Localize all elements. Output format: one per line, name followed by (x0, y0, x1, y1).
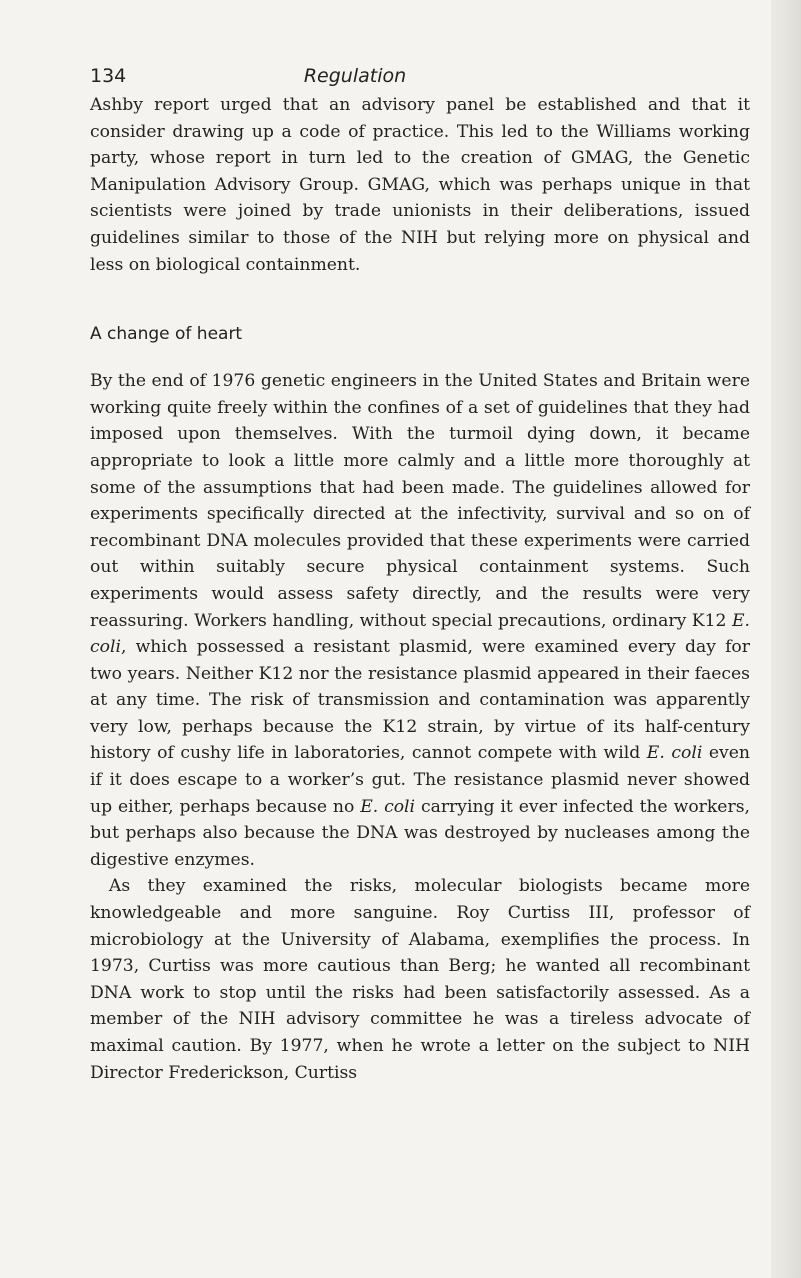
species-name-italic: E. coli (646, 743, 703, 764)
page-edge-shadow (771, 0, 801, 1278)
species-name-italic: E. coli (360, 796, 416, 817)
running-head (90, 62, 750, 90)
paragraph-curtiss: As they examined the risks, molecular biologists became more knowledgeable and more sanguine. Roy Curtiss III, professor of microbiology at the University of Alabama, exemplifies the process. In 1973, Curtiss was more cautious than Berg; he wanted all recombinant DNA work to stop until the risks had been satisfactorily assessed. As a member of the NIH advisory committee he was a tireless advocate of maximal caution. By 1977, when he wrote a letter on the subject to NIH Director Frederickson, Curtiss (90, 876, 750, 1083)
paragraph-text-segment: carrying it ever infected the workers, but perhaps also because the DNA was destroyed by nucleases among the digestive enzymes. (90, 796, 750, 870)
section-heading: A change of heart (90, 324, 243, 345)
species-name-italic: E. coli (90, 610, 750, 658)
running-title: Regulation (303, 65, 407, 87)
paragraph-text-segment: By the end of 1976 genetic engineers in the United States and Britain were working quite freely within the confines of a set of guidelines that they had imposed upon themselves. With the turmoil dying down, it became appropriate to look a little more calmly and a little more thoroughly at some of the assumptions that had been made. The guidelines allowed for experiments specifically directed at the infectivity, survival and so on of recombinant DNA molecules provided that these experiments were carried out within suitably secure physical containment systems. Such experiments would assess safety directly, and the results were very reassuring. Workers handling, without special precautions, ordinary K12 (90, 371, 750, 631)
page-number: 134 (90, 65, 127, 87)
paragraph-text-segment: , which possessed a resistant plasmid, were examined every day for two years. Neither K12 nor the resistance plasmid appeared in their faeces at any time. The risk of transmission and contamination was apparently very low, perhaps because the K12 strain, by virtue of its half-century history of cushy life in laboratories, cannot compete with wild (90, 637, 750, 764)
paragraph-text-segment: even if it does escape to a worker’s gut. The resistance plasmid never showed up either, perhaps because no (90, 743, 750, 817)
book-page (90, 62, 750, 1086)
paragraph-end-of-1976 (90, 368, 750, 873)
paragraph-ashby-report: Ashby report urged that an advisory panel be established and that it consider drawing up a code of practice. This led to the Williams working party, whose report in turn led to the creation of GMAG, the Genetic Manipulation Advisory Group. GMAG, which was perhaps unique in that scientists were joined by trade unionists in their deliberations, issued guidelines similar to those of the NIH but relying more on physical and less on biological containment. (90, 95, 750, 275)
